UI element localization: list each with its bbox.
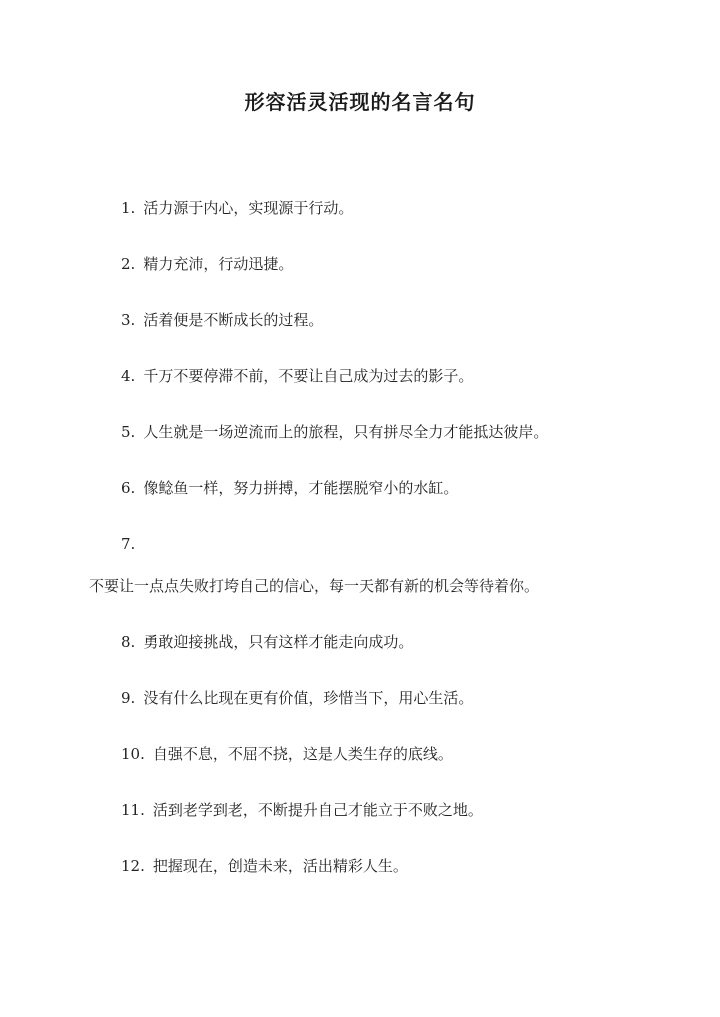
item-number: 2. bbox=[121, 255, 136, 273]
list-item bbox=[121, 688, 473, 708]
item-number: 5. bbox=[121, 423, 136, 441]
item-text: 勇敢迎接挑战，只有这样才能走向成功。 bbox=[143, 633, 414, 651]
item-number: 9. bbox=[121, 689, 136, 707]
item-text: 把握现在，创造未来，活出精彩人生。 bbox=[152, 857, 408, 875]
item-text-wrapped: 不要让一点点失败打垮自己的信心，每一天都有新的机会等待着你。 bbox=[89, 577, 540, 595]
item-number: 3. bbox=[121, 311, 136, 329]
list-item bbox=[121, 366, 473, 386]
list-item bbox=[121, 534, 143, 554]
item-number: 6. bbox=[121, 479, 136, 497]
list-item bbox=[121, 254, 293, 274]
list-item bbox=[121, 632, 413, 652]
item-number: 10. bbox=[121, 745, 145, 763]
item-number: 1. bbox=[121, 199, 136, 217]
item-text: 精力充沛，行动迅捷。 bbox=[143, 255, 294, 273]
item-text: 活着便是不断成长的过程。 bbox=[143, 311, 324, 329]
item-text: 活力源于内心，实现源于行动。 bbox=[143, 199, 354, 217]
list-item bbox=[121, 422, 548, 442]
list-item bbox=[121, 310, 323, 330]
list-item bbox=[121, 478, 458, 498]
document-title: 形容活灵活现的名言名句 bbox=[244, 90, 476, 114]
item-text: 活到老学到老，不断提升自己才能立于不败之地。 bbox=[152, 801, 483, 819]
list-item bbox=[121, 856, 408, 876]
item-number: 8. bbox=[121, 633, 136, 651]
item-text: 千万不要停滞不前，不要让自己成为过去的影子。 bbox=[143, 367, 474, 385]
item-text: 自强不息，不屈不挠，这是人类生存的底线。 bbox=[152, 745, 453, 763]
list-item bbox=[121, 800, 483, 820]
item-number: 7. bbox=[121, 535, 136, 553]
item-number: 11. bbox=[121, 801, 145, 819]
list-item bbox=[121, 744, 453, 764]
item-number: 12. bbox=[121, 857, 145, 875]
list-item bbox=[121, 198, 353, 218]
item-number: 4. bbox=[121, 367, 136, 385]
item-text: 像鲶鱼一样，努力拼搏，才能摆脱窄小的水缸。 bbox=[143, 479, 459, 497]
item-text: 没有什么比现在更有价值，珍惜当下，用心生活。 bbox=[143, 689, 474, 707]
item-text: 人生就是一场逆流而上的旅程，只有拼尽全力才能抵达彼岸。 bbox=[143, 423, 549, 441]
